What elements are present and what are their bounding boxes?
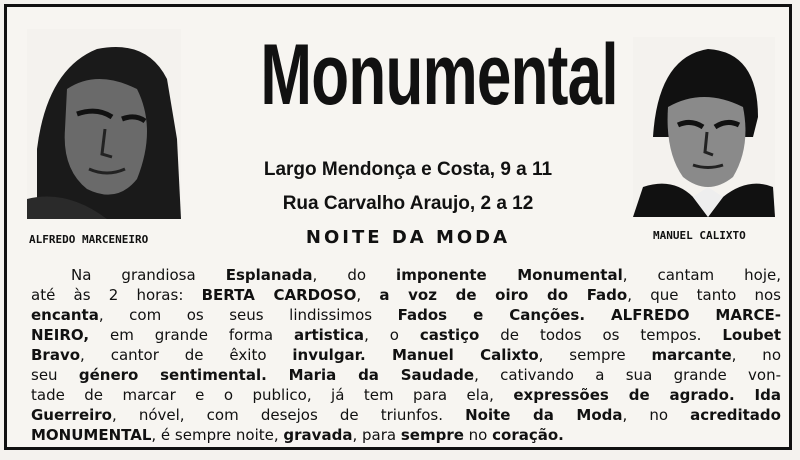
- bold-text: MONUMENTAL: [31, 426, 152, 444]
- body-line: [31, 325, 781, 345]
- bold-text: a voz de oiro do Fado: [379, 286, 628, 304]
- bold-text: gravada: [283, 426, 353, 444]
- bold-text: Guerreiro: [31, 406, 112, 424]
- text-segment: de todos os tempos.: [479, 326, 723, 344]
- address-line-2: Rua Carvalho Araujo, 2 a 12: [282, 193, 534, 214]
- portrait-left-image: [27, 29, 181, 219]
- bold-text: acreditado: [690, 406, 781, 424]
- text-segment: seu: [31, 366, 79, 384]
- bold-text: coração.: [492, 426, 564, 444]
- bold-text: Noite da Moda: [465, 406, 623, 424]
- text-segment: ,: [356, 286, 380, 304]
- body-line: [31, 405, 781, 425]
- text-segment: tade de marcar e o publico, já tem para ela,: [31, 386, 514, 404]
- bold-text: sempre: [400, 426, 464, 444]
- address-line-1: Largo Mendonça e Costa, 9 a 11: [263, 159, 553, 180]
- text-segment: , o: [364, 326, 420, 344]
- text-segment: , com os seus lindissimos: [98, 306, 398, 324]
- text-segment: , cativando a sua grande von-: [474, 366, 781, 384]
- text-segment: no: [463, 426, 493, 444]
- bold-text: expressões de agrado. Ida: [513, 386, 781, 404]
- bold-text: imponente Monumental: [396, 266, 623, 284]
- body-line: [31, 385, 781, 405]
- bold-text: Loubet: [722, 326, 781, 344]
- bold-text: género sentimental. Maria da Saudade: [78, 366, 475, 384]
- portrait-photo-left: [27, 29, 181, 219]
- bold-text: BERTA CARDOSO: [201, 286, 357, 304]
- bold-text: marcante: [651, 346, 732, 364]
- portrait-right-image: [633, 37, 775, 217]
- bold-text: encanta: [31, 306, 99, 324]
- text-segment: , cantor de êxito: [80, 346, 293, 364]
- text-segment: , que tanto nos: [627, 286, 782, 304]
- bold-text: castiço: [419, 326, 480, 344]
- text-segment: , sempre: [538, 346, 652, 364]
- body-line: [31, 425, 781, 445]
- venue-title: Monumental: [260, 27, 618, 123]
- body-line: [31, 305, 781, 325]
- advertisement: [4, 4, 792, 450]
- article-body: [31, 265, 781, 445]
- text-segment: , no: [731, 346, 781, 364]
- caption-left: ALFREDO MARCENEIRO: [29, 233, 149, 246]
- bold-text: Fados e Canções. ALFREDO MARCE-: [397, 306, 782, 324]
- body-line: [31, 345, 781, 365]
- caption-right: MANUEL CALIXTO: [653, 229, 746, 242]
- text-segment: , para: [352, 426, 401, 444]
- bold-text: Bravo: [31, 346, 81, 364]
- text-segment: até às 2 horas:: [31, 286, 202, 304]
- text-segment: em grande forma: [89, 326, 294, 344]
- bold-text: invulgar. Manuel Calixto: [292, 346, 539, 364]
- text-segment: , no: [622, 406, 691, 424]
- text-segment: , cantam hoje,: [622, 266, 781, 284]
- text-segment: , é sempre noite,: [151, 426, 284, 444]
- body-line: [31, 265, 781, 285]
- bold-text: NEIRO,: [31, 326, 90, 344]
- bold-text: artistica: [293, 326, 365, 344]
- text-segment: , do: [312, 266, 397, 284]
- body-line: [31, 365, 781, 385]
- body-line: [31, 285, 781, 305]
- text-segment: , nóvel, com desejos de triunfos.: [111, 406, 466, 424]
- bold-text: Esplanada: [225, 266, 313, 284]
- portrait-photo-right: [633, 37, 775, 217]
- text-segment: Na grandiosa: [71, 266, 226, 284]
- event-title: NOITE DA MODA: [305, 227, 511, 248]
